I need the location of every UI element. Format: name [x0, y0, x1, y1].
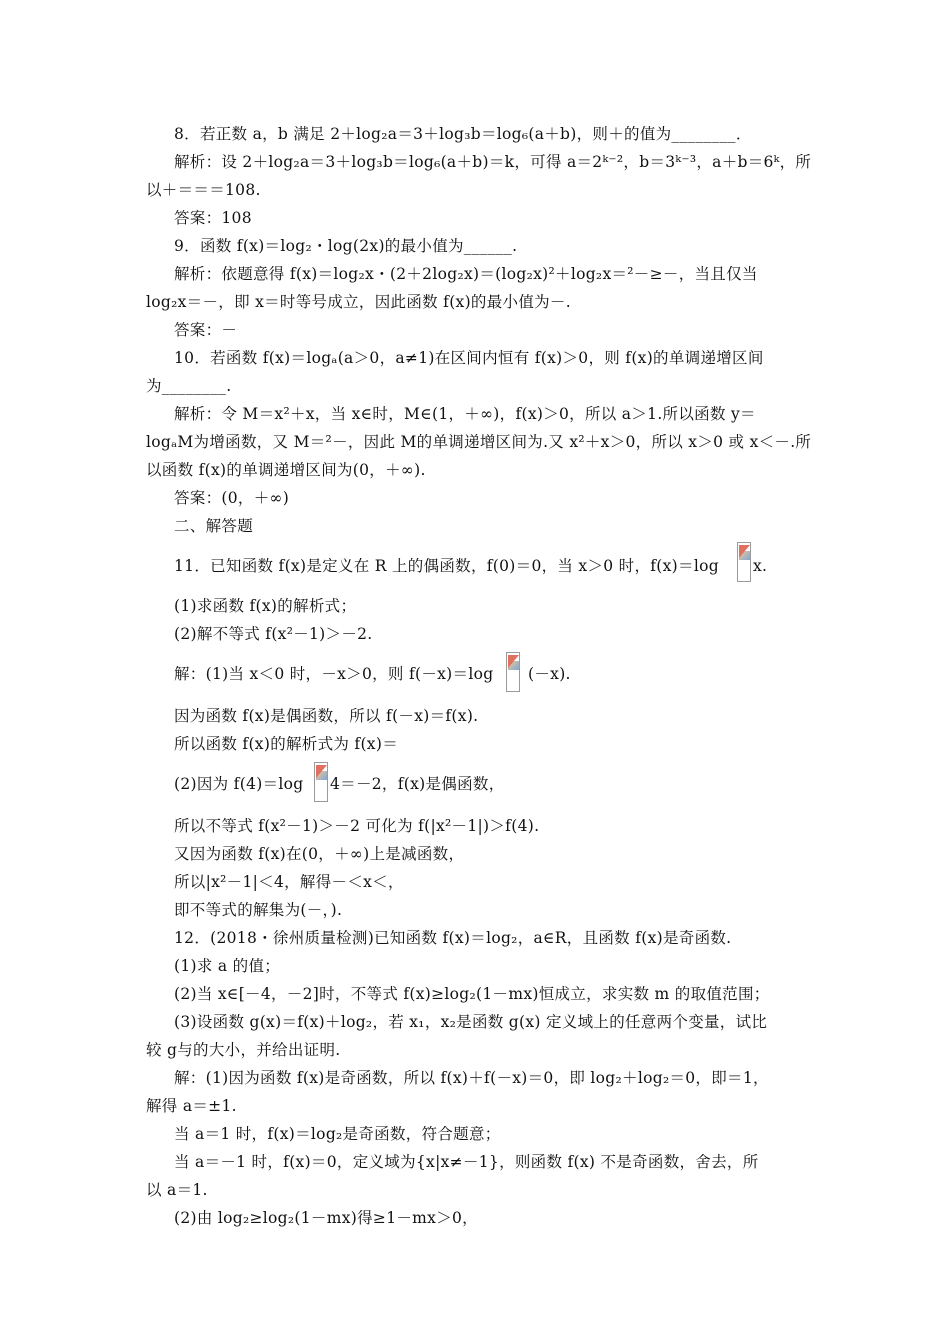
q11-solution-8: 即不等式的解集为(－，).	[174, 901, 343, 919]
q10-analysis-2: logₐM为增函数，又 M＝²－，因此 M的单调递增区间为.又 x²＋x＞0，所以 x＞0 或 x＜－.所	[146, 433, 812, 451]
fraction-image-icon	[314, 762, 328, 802]
q12-solution-5: 以 a＝1.	[146, 1181, 208, 1199]
q11-part1: (1)求函数 f(x)的解析式；	[174, 597, 357, 615]
q9-text: 9．函数 f(x)＝log₂・log(2x)的最小值为______.	[174, 237, 518, 255]
q8-answer: 答案：108	[174, 209, 252, 227]
q12-part1: (1)求 a 的值；	[174, 957, 281, 975]
section-heading: 二、解答题	[174, 517, 254, 535]
q11-solution-2: 因为函数 f(x)是偶函数，所以 f(－x)＝f(x).	[174, 707, 479, 725]
q9-answer: 答案：－	[174, 321, 238, 339]
q11-solution-1-tail: (－x).	[528, 665, 571, 683]
q11-solution-7: 所以|x²－1|＜4，解得－＜x＜，	[174, 873, 404, 891]
q11-text	[174, 556, 719, 576]
q10-analysis-1: 解析：令 M＝x²＋x，当 x∈时，M∈(1，＋∞)，f(x)＞0，所以 a＞1.所以函数 y＝	[174, 405, 756, 423]
q11-solution-4: (2)因为 f(4)＝log	[174, 775, 304, 793]
q11-solution-4-tail: 4＝－2，f(x)是偶函数，	[330, 775, 505, 793]
q12-part3-1: (3)设函数 g(x)＝f(x)＋log₂，若 x₁，x₂是函数 g(x) 定义域上的任意两个变量，试比	[174, 1013, 768, 1031]
q11-part2: (2)解不等式 f(x²－1)＞－2.	[174, 625, 373, 643]
q11-text-main: 11．已知函数 f(x)是定义在 R 上的偶函数，f(0)＝0，当 x＞0 时，f(x)＝log	[174, 557, 719, 575]
q12-solution-6: (2)由 log₂≥log₂(1－mx)得≥1－mx＞0，	[174, 1209, 478, 1227]
q12-solution-1: 解：(1)因为函数 f(x)是奇函数，所以 f(x)＋f(－x)＝0，即 log₂＋log₂＝0，即＝1，	[174, 1069, 769, 1087]
q8-text: 8．若正数 a，b 满足 2＋log₂a＝3＋log₃b＝log₆(a＋b)，则＋的值为________．	[174, 125, 752, 143]
q11-solution-3: 所以函数 f(x)的解析式为 f(x)＝	[174, 735, 398, 753]
q12-solution-4: 当 a＝－1 时，f(x)＝0，定义域为{x|x≠－1}，则函数 f(x) 不是奇函数，舍去，所	[174, 1153, 759, 1171]
q11-solution-5: 所以不等式 f(x²－1)＞－2 可化为 f(|x²－1|)＞f(4).	[174, 817, 540, 835]
q12-part3-2: 较 g与的大小，并给出证明.	[146, 1041, 341, 1059]
q12-solution-3: 当 a＝1 时，f(x)＝log₂是奇函数，符合题意；	[174, 1125, 501, 1143]
q10-answer: 答案：(0，＋∞)	[174, 489, 290, 507]
q12-part2: (2)当 x∈[－4，－2]时，不等式 f(x)≥log₂(1－mx)恒成立，求实数 m 的取值范围；	[174, 985, 770, 1003]
q12-solution-2: 解得 a＝±1.	[146, 1097, 237, 1115]
q10-text-1: 10．若函数 f(x)＝logₐ(a＞0，a≠1)在区间内恒有 f(x)＞0，则 f(x)的单调递增区间	[174, 349, 764, 367]
fraction-image-icon	[737, 542, 751, 582]
fraction-image-icon	[506, 652, 520, 692]
q11-solution-1: 解：(1)当 x＜0 时，－x＞0，则 f(－x)＝log	[174, 665, 494, 683]
q9-analysis-1: 解析：依题意得 f(x)＝log₂x・(2＋2log₂x)＝(log₂x)²＋log₂x＝²－≥－，当且仅当	[174, 265, 758, 283]
q11-solution-6: 又因为函数 f(x)在(0，＋∞)上是减函数，	[174, 845, 465, 863]
q9-analysis-2: log₂x＝－，即 x＝时等号成立，因此函数 f(x)的最小值为－.	[146, 293, 571, 311]
q11-text-tail: x.	[753, 557, 768, 575]
q10-text-2: 为________.	[146, 377, 232, 395]
q12-text: 12．(2018・徐州质量检测)已知函数 f(x)＝log₂，a∈R，且函数 f(x)是奇函数.	[174, 929, 732, 947]
q10-analysis-3: 以函数 f(x)的单调递增区间为(0，＋∞).	[146, 461, 426, 479]
q8-analysis-1: 解析：设 2＋log₂a＝3＋log₃b＝log₆(a＋b)＝k，可得 a＝2ᵏ⁻²，b＝3ᵏ⁻³，a＋b＝6ᵏ，所	[174, 153, 812, 171]
q8-analysis-2: 以＋＝＝＝108.	[146, 181, 261, 199]
